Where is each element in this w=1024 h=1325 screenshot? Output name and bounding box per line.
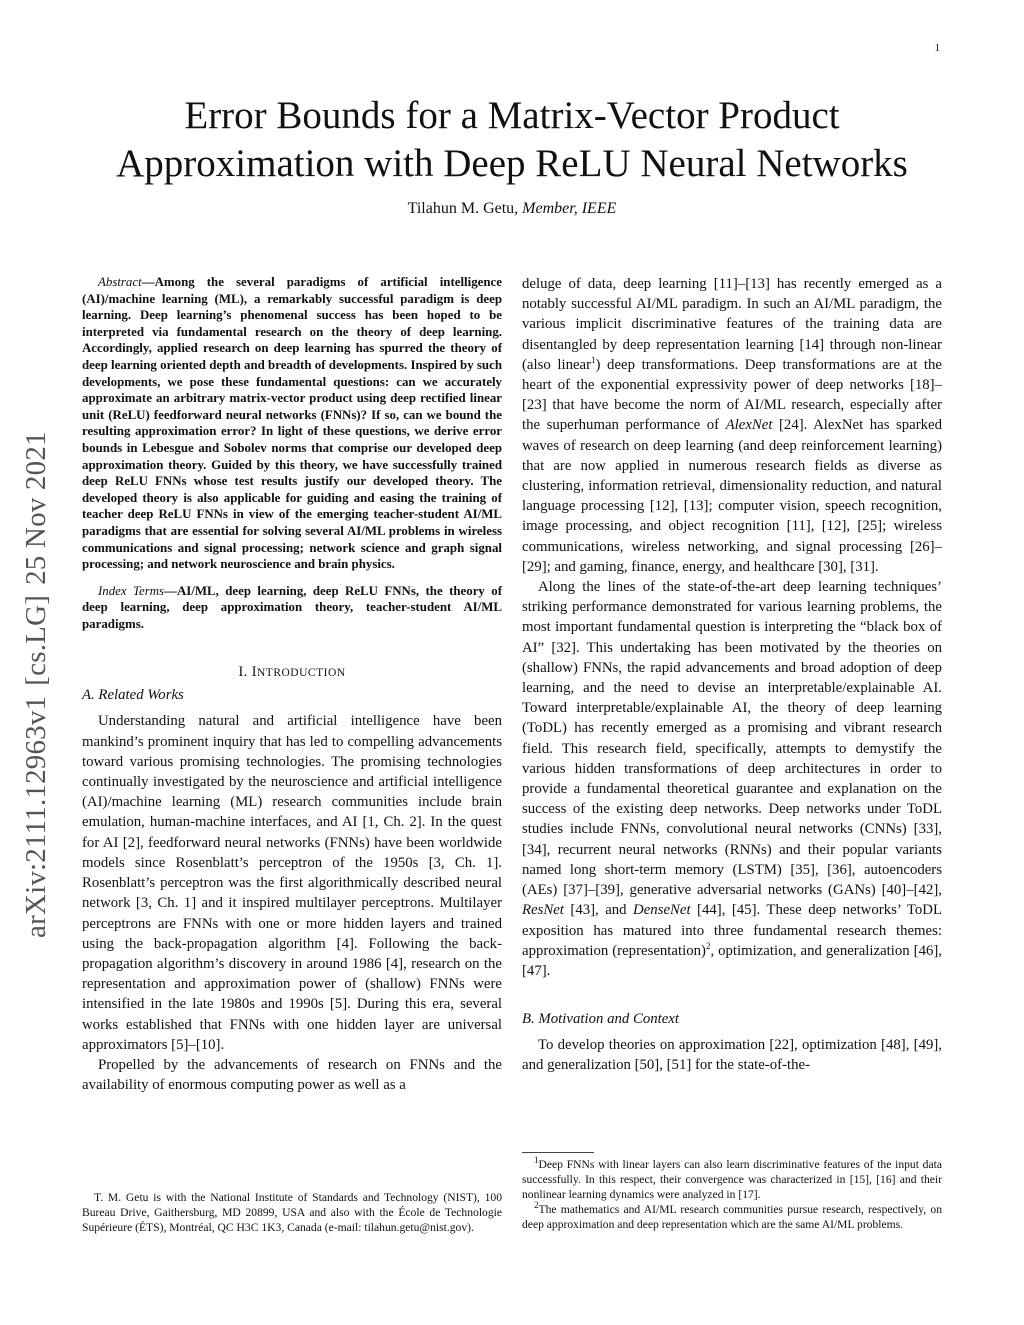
right-column xyxy=(522,274,942,1076)
arxiv-category: [cs.LG] xyxy=(20,594,52,686)
footnote-ref-2: 2 xyxy=(705,940,711,951)
footnote-ref-1: 1 xyxy=(591,354,596,365)
abstract-label: Abstract xyxy=(98,275,142,289)
arxiv-date: 25 Nov 2021 xyxy=(20,431,52,585)
arxiv-identifier xyxy=(12,318,60,938)
intro-paragraph-2: Propelled by the advancements of research on FNNs and the availability of enormous computing power as well as a xyxy=(82,1056,502,1094)
arxiv-id: arXiv:2111.12963v1 xyxy=(20,695,52,938)
intro-paragraph-3: deluge of data, deep learning [11]–[13] has recently emerged as a notably successful AI/ML paradigm. In such an AI/ML paradigm, the various implicit discriminative features of the training data are disentangled by deep representation learning [14] through non-linear (also linear$^1$) deep transformations. Deep transformations are at the heart of the exponential expressivity power of deep networks [18]–[23] that have become the norm of AI/ML research, especially after the superhuman performance of AlexNet [24]. AlexNet has sparked waves of research on deep learning (and deep reinforcement learning) that are now applied in numerous research fields as diverse as clustering, information retrieval, dimensionality reduction, and natural language processing [12], [13]; computer vision, speech recognition, image processing, and object recognition [11], [12], [25]; wireless communications, wireless networking, and signal processing [26]–[29]; and gaming, finance, energy, and healthcare [30], [31]. xyxy=(522,276,943,575)
footnote-divider xyxy=(522,1152,594,1153)
abstract-text: —Among the several paradigms of artificial intelligence (AI)/machine learning (ML), a remarkably successful paradigm is deep learning. Deep learning’s phenomenal success has been hoped to be interpreted via fundamental research on the theory of deep learning. Accordingly, applied research on deep learning has spurred the theory of deep learning oriented depth and breadth of developments. Inspired by such developments, we pose these fundamental questions: can we accurately approximate an arbitrary matrix-vector product using deep rectified linear unit (ReLU) feedforward neural networks (FNNs)? If so, can we bound the resulting approximation error? In light of these questions, we derive error bounds in Lebesgue and Sobolev norms that comprise our developed deep approximation theory. Guided by this theory, we have successfully trained deep ReLU FNNs whose test results justify our developed theory. The developed theory is also applicable for guiding and easing the training of teacher deep ReLU FNNs in view of the emerging teacher-student AI/ML paradigms that are essential for solving several AI/ML problems in wireless communications and signal processing; network science and graph signal processing; and network neuroscience and brain physics. xyxy=(82,275,502,572)
intro-paragraph-4: Along the lines of the state-of-the-art deep learning techniques’ striking performance demonstrated for various learning problems, the most important fundamental question is interpreting the “black box of AI” [32]. This undertaking has been motivated by the theories on (shallow) FNNs, the rapid advancements and broad adoption of deep learning, and the need to devise an interpretable/explainable AI. Toward interpretable/explainable AI, the theory of deep learning (ToDL) has recently emerged as a promising and vibrant research field. This research field, specifically, attempts to demystify the various hidden transformations of deep architectures in order to provide a fundamental theoretical guarantee and explanation on the success of the existing deep networks. Deep networks under ToDL studies include FNNs, convolutional neural networks (CNNs) [33], [34], recurrent neural networks (RNNs) and their popular variants named long short-term memory (LSTM) [35], [36], autoencoders (AEs) [37]–[39], generative adversarial networks (GANs) [40]–[42], ResNet [43], and DenseNet [44], [45]. These deep networks’ ToDL exposition has matured into three fundamental research themes: approximation (representation)$^2$, optimization, and generalization [46], [47]. xyxy=(522,579,942,979)
footnote-1: $^1$Deep FNNs with linear layers can also learn discriminative features of the input data successfully. In this respect, their convergence was characterized in [15], [16] and their nonlinear learning dynamics were analyzed in [17]. xyxy=(522,1155,942,1201)
intro-paragraph-1: Understanding natural and artificial intelligence have been mankind’s prominent inquiry that has led to compelling advancements toward various promising technologies. The promising technologies continually investigated by the neuroscience and artificial intelligence (AI)/machine learning (ML) research communities include brain emulation, human-machine interfaces, and AI [1, Ch. 2]. In the quest for AI [2], feedforward neural networks (FNNs) have been worldwide models since Rosenblatt’s perceptron of the 1950s [3, Ch. 1]. Rosenblatt’s perceptron was the first algorithmically described neural network [3, Ch. 1] and it inspired multilayer perceptrons. Multilayer perceptrons are FNNs with one or more hidden layers and trained using the back-propagation algorithm [4]. Following the back-propagation algorithm’s discovery in around 1986 [4], research on the representation and approximation power of (shallow) FNNs were intensified in the late 1980s and 1990s [5]. During this era, several works established that FNNs with one hidden layer are universal approximators [5]–[10]. xyxy=(82,713,502,1053)
index-terms-text: —AI/ML, deep learning, deep ReLU FNNs, the theory of deep learning, deep approximation theory, teacher-student AI/ML paradigms. xyxy=(82,583,502,631)
footnote-2: $^2$The mathematics and AI/ML research communities pursue research, respectively, on deep approximation and deep representation which are the same AI/ML problems. xyxy=(522,1200,942,1231)
paper-title xyxy=(60,92,964,188)
subsection-motivation: B. Motivation and Context xyxy=(522,1011,679,1028)
author-line xyxy=(60,200,964,218)
page-number: 1 xyxy=(934,42,940,54)
title-line-2: Approximation with Deep ReLU Neural Networks xyxy=(116,142,908,185)
index-terms xyxy=(82,583,502,633)
author-name: Tilahun M. Getu, xyxy=(407,200,523,217)
motivation-paragraph-1: To develop theories on approximation [22], optimization [48], [49], and generalization [50], [51] for the state-of-the- xyxy=(522,1037,942,1074)
index-terms-label: Index Terms xyxy=(98,583,165,598)
abstract xyxy=(82,274,502,573)
author-role: Member, IEEE xyxy=(522,200,617,217)
footnote-affiliation: T. M. Getu is with the National Institute of Standards and Technology (NIST), 100 Bureau Drive, Gaithersburg, MD 20899, USA and also with the École de Technologie Supérieure (ÉTS), Montréal, QC H3C 1K3, Canada (e-mail: tilahun.getu@nist.gov). xyxy=(82,1191,502,1234)
left-column xyxy=(82,274,502,1095)
title-line-1: Error Bounds for a Matrix-Vector Product xyxy=(184,94,840,137)
footnotes-right xyxy=(522,1157,942,1232)
subsection-related-works: A. Related Works xyxy=(82,687,184,704)
section-heading-introduction: I. INTRODUCTION xyxy=(238,664,346,681)
